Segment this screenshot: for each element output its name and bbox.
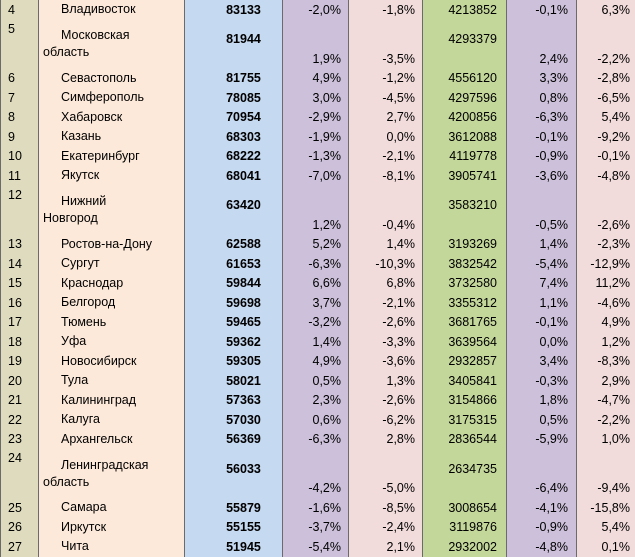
rank-cell: 9: [1, 127, 39, 147]
rank-cell: 12: [1, 186, 39, 235]
value2-cell: 3175315: [423, 410, 507, 430]
pct3-cell: 1,8%: [507, 391, 577, 411]
value2-cell: 3681765: [423, 313, 507, 333]
value1-cell: 68222: [185, 147, 283, 167]
table-row: [1, 274, 635, 294]
city-line-2: Новгород: [43, 210, 180, 227]
pct3-cell: -4,8%: [507, 537, 577, 557]
city-cell: Казань: [39, 127, 185, 147]
rank-cell: 23: [1, 430, 39, 450]
table-row: [1, 166, 635, 186]
pct1-cell: -1,9%: [283, 127, 349, 147]
pct2-cell: -3,3%: [349, 332, 423, 352]
pct3-cell: -5,9%: [507, 430, 577, 450]
value2-cell: 3119876: [423, 518, 507, 538]
table-row: [1, 352, 635, 372]
table-row: [1, 254, 635, 274]
pct3-cell: -6,4%: [507, 449, 577, 498]
city-cell: Чита: [39, 537, 185, 557]
pct2-cell: -2,1%: [349, 147, 423, 167]
table-row: [1, 449, 635, 498]
pct4-cell: 5,4%: [577, 518, 635, 538]
pct3-cell: 3,4%: [507, 352, 577, 372]
pct3-cell: 0,0%: [507, 332, 577, 352]
rank-cell: 16: [1, 293, 39, 313]
table-row: [1, 88, 635, 108]
pct1-cell: 3,0%: [283, 88, 349, 108]
city-cell: Екатеринбург: [39, 147, 185, 167]
pct4-cell: -4,6%: [577, 293, 635, 313]
rank-cell: 8: [1, 108, 39, 128]
city-cell: Хабаровск: [39, 108, 185, 128]
value1-cell: 81755: [185, 69, 283, 89]
table-row: [1, 313, 635, 333]
value2-cell: 3355312: [423, 293, 507, 313]
rank-cell: 17: [1, 313, 39, 333]
city-cell: Тула: [39, 371, 185, 391]
value1-cell: 59465: [185, 313, 283, 333]
value2-cell: 4213852: [423, 0, 507, 20]
pct4-cell: -2,6%: [577, 186, 635, 235]
pct2-cell: -1,2%: [349, 69, 423, 89]
pct3-cell: -3,6%: [507, 166, 577, 186]
table-row: [1, 410, 635, 430]
pct4-cell: 1,0%: [577, 430, 635, 450]
city-line-2: область: [43, 474, 180, 491]
rank-cell: 11: [1, 166, 39, 186]
pct2-cell: -5,0%: [349, 449, 423, 498]
pct4-cell: -12,9%: [577, 254, 635, 274]
pct3-cell: -0,9%: [507, 147, 577, 167]
pct1-cell: 4,9%: [283, 69, 349, 89]
pct4-cell: -2,3%: [577, 235, 635, 255]
pct4-cell: 6,3%: [577, 0, 635, 20]
pct2-cell: 2,1%: [349, 537, 423, 557]
pct3-cell: 0,8%: [507, 88, 577, 108]
pct1-cell: -6,3%: [283, 430, 349, 450]
pct3-cell: 7,4%: [507, 274, 577, 294]
city-cell: Владивосток: [39, 0, 185, 20]
rank-cell: 10: [1, 147, 39, 167]
pct3-cell: 2,4%: [507, 20, 577, 69]
pct1-cell: -5,4%: [283, 537, 349, 557]
pct2-cell: -2,1%: [349, 293, 423, 313]
pct4-cell: -8,3%: [577, 352, 635, 372]
pct4-cell: 1,2%: [577, 332, 635, 352]
value2-cell: 2836544: [423, 430, 507, 450]
value1-cell: 63420: [185, 186, 283, 235]
pct1-cell: 1,2%: [283, 186, 349, 235]
rank-cell: 25: [1, 498, 39, 518]
city-cell: Калуга: [39, 410, 185, 430]
pct4-cell: -2,8%: [577, 69, 635, 89]
pct3-cell: -0,1%: [507, 313, 577, 333]
value1-cell: 59844: [185, 274, 283, 294]
city-cell: [39, 20, 185, 69]
pct3-cell: 3,3%: [507, 69, 577, 89]
pct3-cell: 0,5%: [507, 410, 577, 430]
rank-cell: 20: [1, 371, 39, 391]
pct2-cell: -2,6%: [349, 391, 423, 411]
value1-cell: 51945: [185, 537, 283, 557]
value2-cell: 3154866: [423, 391, 507, 411]
value1-cell: 68041: [185, 166, 283, 186]
value2-cell: 3583210: [423, 186, 507, 235]
value2-cell: 3639564: [423, 332, 507, 352]
pct2-cell: 2,7%: [349, 108, 423, 128]
pct1-cell: -2,9%: [283, 108, 349, 128]
pct3-cell: -0,9%: [507, 518, 577, 538]
value1-cell: 55879: [185, 498, 283, 518]
city-line-1: Нижний: [43, 193, 180, 210]
table-row: [1, 518, 635, 538]
pct4-cell: 0,1%: [577, 537, 635, 557]
pct4-cell: 4,9%: [577, 313, 635, 333]
rank-cell: 19: [1, 352, 39, 372]
value2-cell: 3405841: [423, 371, 507, 391]
value2-cell: 4297596: [423, 88, 507, 108]
pct4-cell: -6,5%: [577, 88, 635, 108]
table-row: [1, 537, 635, 557]
pct2-cell: -8,1%: [349, 166, 423, 186]
pct3-cell: -0,3%: [507, 371, 577, 391]
value1-cell: 78085: [185, 88, 283, 108]
pct2-cell: 1,4%: [349, 235, 423, 255]
table-row: [1, 20, 635, 69]
pct1-cell: -1,6%: [283, 498, 349, 518]
table-row: [1, 127, 635, 147]
value2-cell: 3732580: [423, 274, 507, 294]
city-cell: Сургут: [39, 254, 185, 274]
rank-cell: 22: [1, 410, 39, 430]
rank-cell: 13: [1, 235, 39, 255]
city-cell: Иркутск: [39, 518, 185, 538]
city-line-1: Московская: [43, 27, 180, 44]
pct4-cell: -9,2%: [577, 127, 635, 147]
pct1-cell: 4,9%: [283, 352, 349, 372]
pct1-cell: 5,2%: [283, 235, 349, 255]
value2-cell: 3905741: [423, 166, 507, 186]
table-body: [1, 0, 635, 557]
city-cell: Самара: [39, 498, 185, 518]
value1-cell: 57363: [185, 391, 283, 411]
value2-cell: 4556120: [423, 69, 507, 89]
rank-cell: 26: [1, 518, 39, 538]
pct2-cell: -10,3%: [349, 254, 423, 274]
pct1-cell: -3,2%: [283, 313, 349, 333]
pct4-cell: -9,4%: [577, 449, 635, 498]
table-row: [1, 498, 635, 518]
pct4-cell: 5,4%: [577, 108, 635, 128]
value1-cell: 55155: [185, 518, 283, 538]
pct3-cell: 1,4%: [507, 235, 577, 255]
pct3-cell: -0,5%: [507, 186, 577, 235]
pct4-cell: -15,8%: [577, 498, 635, 518]
city-cell: Якутск: [39, 166, 185, 186]
table-row: [1, 430, 635, 450]
pct1-cell: 1,9%: [283, 20, 349, 69]
pct1-cell: -2,0%: [283, 0, 349, 20]
pct2-cell: -6,2%: [349, 410, 423, 430]
value2-cell: 4293379: [423, 20, 507, 69]
pct2-cell: -2,4%: [349, 518, 423, 538]
city-cell: [39, 449, 185, 498]
pct4-cell: 11,2%: [577, 274, 635, 294]
value1-cell: 56369: [185, 430, 283, 450]
city-cell: Севастополь: [39, 69, 185, 89]
pct2-cell: -3,6%: [349, 352, 423, 372]
rank-cell: 7: [1, 88, 39, 108]
pct4-cell: -0,1%: [577, 147, 635, 167]
value1-cell: 59305: [185, 352, 283, 372]
city-line-2: область: [43, 44, 180, 61]
value2-cell: 4119778: [423, 147, 507, 167]
city-cell: [39, 186, 185, 235]
table-row: [1, 69, 635, 89]
pct2-cell: -0,4%: [349, 186, 423, 235]
value1-cell: 58021: [185, 371, 283, 391]
value2-cell: 4200856: [423, 108, 507, 128]
pct3-cell: -0,1%: [507, 0, 577, 20]
city-cell: Уфа: [39, 332, 185, 352]
city-cell: Симферополь: [39, 88, 185, 108]
city-cell: Ростов-на-Дону: [39, 235, 185, 255]
value2-cell: 3008654: [423, 498, 507, 518]
pct1-cell: -7,0%: [283, 166, 349, 186]
pct3-cell: -4,1%: [507, 498, 577, 518]
value1-cell: 57030: [185, 410, 283, 430]
pct2-cell: -1,8%: [349, 0, 423, 20]
pct3-cell: -6,3%: [507, 108, 577, 128]
table-row: [1, 108, 635, 128]
rank-cell: 14: [1, 254, 39, 274]
pct2-cell: 2,8%: [349, 430, 423, 450]
value1-cell: 61653: [185, 254, 283, 274]
pct3-cell: -0,1%: [507, 127, 577, 147]
city-cell: Архангельск: [39, 430, 185, 450]
value1-cell: 62588: [185, 235, 283, 255]
pct3-cell: -5,4%: [507, 254, 577, 274]
city-cell: Калининград: [39, 391, 185, 411]
city-cell: Тюмень: [39, 313, 185, 333]
value1-cell: 68303: [185, 127, 283, 147]
value1-cell: 59362: [185, 332, 283, 352]
pct4-cell: -2,2%: [577, 20, 635, 69]
city-cell: Новосибирск: [39, 352, 185, 372]
value2-cell: 3612088: [423, 127, 507, 147]
table-row: [1, 235, 635, 255]
rank-cell: 18: [1, 332, 39, 352]
rank-cell: 27: [1, 537, 39, 557]
value2-cell: 2932857: [423, 352, 507, 372]
pct2-cell: -8,5%: [349, 498, 423, 518]
pct1-cell: -3,7%: [283, 518, 349, 538]
value1-cell: 59698: [185, 293, 283, 313]
table-row: [1, 332, 635, 352]
pct1-cell: -4,2%: [283, 449, 349, 498]
value1-cell: 56033: [185, 449, 283, 498]
pct1-cell: 2,3%: [283, 391, 349, 411]
table-row: [1, 0, 635, 20]
table-row: [1, 186, 635, 235]
rank-cell: 15: [1, 274, 39, 294]
value2-cell: 3832542: [423, 254, 507, 274]
pct2-cell: 0,0%: [349, 127, 423, 147]
pct1-cell: 3,7%: [283, 293, 349, 313]
rank-cell: 6: [1, 69, 39, 89]
pct4-cell: -4,7%: [577, 391, 635, 411]
value1-cell: 83133: [185, 0, 283, 20]
pct4-cell: -4,8%: [577, 166, 635, 186]
pct2-cell: 6,8%: [349, 274, 423, 294]
value1-cell: 81944: [185, 20, 283, 69]
city-line-1: Ленинградская: [43, 457, 180, 474]
pct2-cell: -2,6%: [349, 313, 423, 333]
value1-cell: 70954: [185, 108, 283, 128]
pct4-cell: -2,2%: [577, 410, 635, 430]
pct2-cell: -4,5%: [349, 88, 423, 108]
pct1-cell: 0,5%: [283, 371, 349, 391]
pct1-cell: -6,3%: [283, 254, 349, 274]
pct2-cell: 1,3%: [349, 371, 423, 391]
value2-cell: 2634735: [423, 449, 507, 498]
rank-cell: 24: [1, 449, 39, 498]
rank-cell: 5: [1, 20, 39, 69]
city-cell: Белгород: [39, 293, 185, 313]
table-row: [1, 391, 635, 411]
value2-cell: 2932002: [423, 537, 507, 557]
pct2-cell: -3,5%: [349, 20, 423, 69]
pct1-cell: -1,3%: [283, 147, 349, 167]
rank-cell: 21: [1, 391, 39, 411]
table-row: [1, 371, 635, 391]
table-row: [1, 293, 635, 313]
value2-cell: 3193269: [423, 235, 507, 255]
rank-cell: 4: [1, 0, 39, 20]
pct1-cell: 6,6%: [283, 274, 349, 294]
pct4-cell: 2,9%: [577, 371, 635, 391]
pct1-cell: 1,4%: [283, 332, 349, 352]
pct1-cell: 0,6%: [283, 410, 349, 430]
table-row: [1, 147, 635, 167]
city-cell: Краснодар: [39, 274, 185, 294]
pct3-cell: 1,1%: [507, 293, 577, 313]
